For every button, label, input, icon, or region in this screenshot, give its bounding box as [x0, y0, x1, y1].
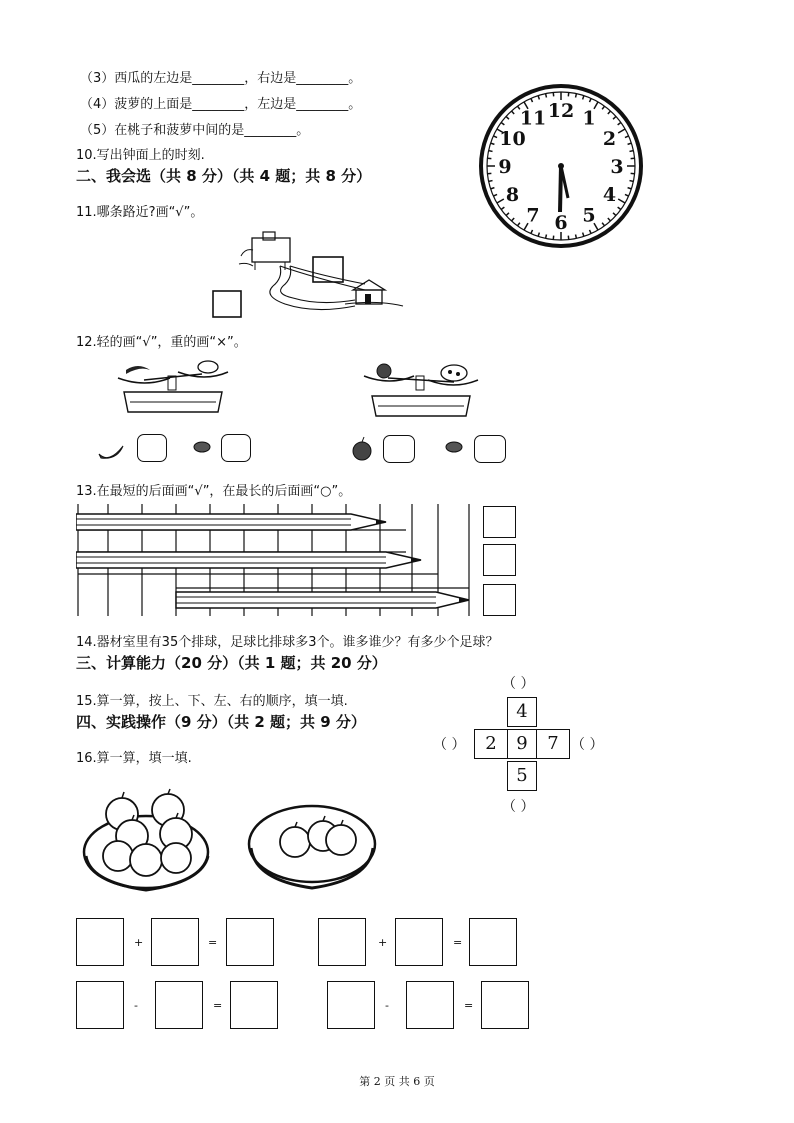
clock-tick [629, 181, 633, 182]
eq3-box-3[interactable] [230, 981, 278, 1029]
eq3-box-2[interactable] [155, 981, 203, 1029]
equals-sign: = [208, 936, 218, 949]
clock-number: 9 [498, 156, 512, 178]
cross-cell-left: 2 [474, 729, 508, 759]
balance-scale-right [358, 360, 483, 422]
question-13: 13.在最短的后面画“√”，在最长的后面画“○”。 [76, 484, 352, 499]
eq4-box-3[interactable] [481, 981, 529, 1029]
clock-tick [629, 151, 633, 152]
clock-tick [546, 94, 547, 98]
eq2-box-2[interactable] [395, 918, 443, 966]
eq3-box-1[interactable] [76, 981, 124, 1029]
answer-box-lower [213, 291, 241, 317]
answer-box-pencil-3[interactable] [483, 584, 516, 616]
page-footer: 第 2 页 共 6 页 [359, 1075, 435, 1088]
clock-tick [489, 151, 493, 152]
road-picture [205, 226, 410, 321]
cross-cell-right: 7 [536, 729, 570, 759]
paren-left[interactable]: （ ） [433, 737, 466, 753]
paren-right[interactable]: （ ） [571, 737, 604, 753]
clock-number: 10 [499, 128, 526, 150]
section-4-heading: 四、实践操作（9 分）（共 2 题；共 9 分） [76, 713, 366, 731]
question-12: 12.轻的画“√”，重的画“×”。 [76, 335, 247, 350]
answer-box-pencil-1[interactable] [483, 506, 516, 538]
eq1-box-1[interactable] [76, 918, 124, 966]
clock-number: 4 [602, 184, 617, 206]
clock-tick [576, 94, 577, 98]
clock-number: 5 [582, 204, 596, 227]
equals-sign: = [213, 999, 223, 1012]
plate-three-apples [245, 800, 380, 895]
paren-top[interactable]: （ ） [502, 676, 535, 692]
clock-number: 3 [610, 156, 624, 178]
cross-cell-top: 4 [507, 697, 537, 727]
equals-sign: = [464, 999, 474, 1012]
clock-number: 6 [554, 212, 568, 234]
banana-icon [95, 438, 127, 464]
clock-number: 1 [582, 107, 596, 130]
section-2-heading: 二、我会选（共 8 分）（共 4 题；共 8 分） [76, 167, 372, 185]
apple-icon [349, 436, 375, 462]
eq1-box-3[interactable] [226, 918, 274, 966]
clock-number: 12 [547, 100, 575, 122]
question-15: 15.算一算，按上、下、左、右的顺序，填一填. [76, 694, 348, 709]
answer-box-walnut[interactable] [221, 434, 251, 462]
answer-box-pencil-2[interactable] [483, 544, 516, 576]
balance-scale-left [110, 358, 235, 420]
clock-tick [546, 234, 547, 238]
minus-sign: - [134, 999, 138, 1012]
question-9-5: （5）在桃子和菠萝中间的是________。 [80, 123, 310, 138]
plus-sign: + [134, 936, 144, 949]
clock-number: 7 [526, 204, 540, 227]
plus-sign: + [378, 936, 388, 949]
clock-tick [576, 234, 577, 238]
clock-face [476, 82, 646, 250]
paren-bottom[interactable]: （ ） [502, 799, 535, 815]
section-3-heading: 三、计算能力（20 分）（共 1 题；共 20 分） [76, 654, 387, 672]
question-9-4: （4）菠萝的上面是________，左边是________。 [80, 97, 362, 112]
question-9-3: （3）西瓜的左边是________，右边是________。 [80, 71, 362, 86]
question-10: 10.写出钟面上的时刻. [76, 148, 205, 163]
cross-cell-bottom: 5 [507, 761, 537, 791]
eq2-box-3[interactable] [469, 918, 517, 966]
clock-number: 2 [602, 128, 617, 150]
answer-box-apple[interactable] [383, 435, 415, 463]
cross-cell-center: 9 [507, 729, 537, 759]
walnut-icon [192, 440, 212, 454]
eq2-box-1[interactable] [318, 918, 366, 966]
walnut-icon [443, 440, 465, 454]
question-16: 16.算一算，填一填. [76, 751, 192, 766]
minus-sign: - [385, 999, 389, 1012]
question-11: 11.哪条路近?画“√”。 [76, 205, 204, 220]
answer-box-banana[interactable] [137, 434, 167, 462]
eq4-box-2[interactable] [406, 981, 454, 1029]
equals-sign: = [453, 936, 463, 949]
question-14: 14.器材室里有35个排球，足球比排球多3个。谁多谁少？有多少个足球？ [76, 635, 499, 650]
clock-number: 8 [505, 184, 520, 206]
eq1-box-2[interactable] [151, 918, 199, 966]
pencil-grid [76, 502, 481, 618]
eq4-box-1[interactable] [327, 981, 375, 1029]
clock-tick [489, 181, 493, 182]
clock-number: 11 [519, 107, 547, 130]
plate-six-apples [80, 786, 215, 898]
answer-box-walnut-2[interactable] [474, 435, 506, 463]
